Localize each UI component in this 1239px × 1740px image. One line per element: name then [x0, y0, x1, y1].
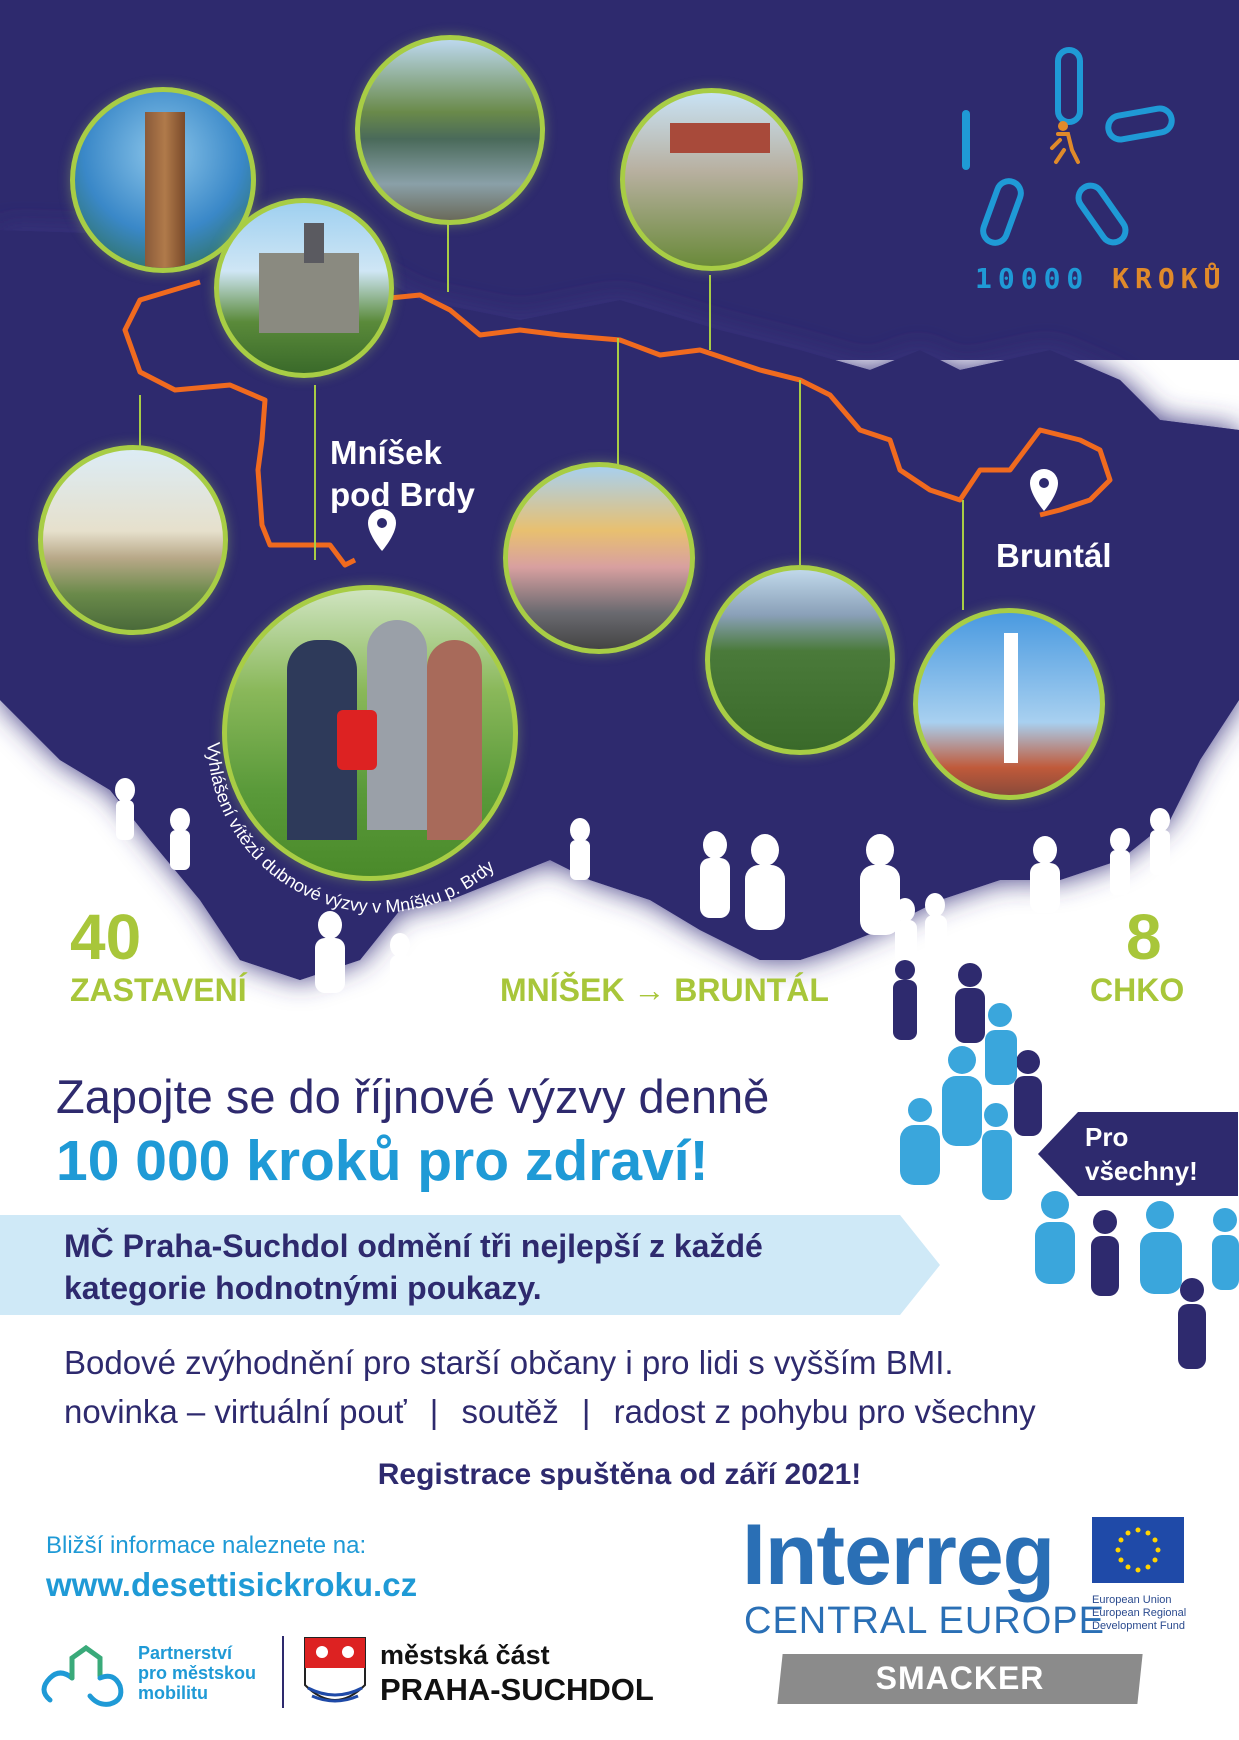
prize-line1: MČ Praha-Suchdol odmění tři nejlepší z každé	[64, 1228, 763, 1264]
feature-virtual-pilgrimage: novinka – virtuální pouť	[64, 1393, 407, 1430]
suchdol-coat-of-arms-icon	[305, 1638, 365, 1701]
for-everyone-line1: Pro	[1085, 1122, 1129, 1152]
photo-tv-tower	[913, 608, 1105, 800]
interreg-subtitle: CENTRAL EUROPE	[744, 1600, 1105, 1642]
mobility-line1: Partnerství	[138, 1643, 233, 1663]
city-label-mnisek-line1: Mníšek	[330, 434, 442, 471]
photo-town-riverside	[38, 445, 228, 635]
registration-notice: Registrace spuštěna od září 2021!	[377, 1458, 862, 1491]
for-everyone-line2: všechny!	[1085, 1156, 1198, 1186]
city-label-mnisek	[330, 432, 475, 516]
chko-count: 8	[1126, 901, 1162, 973]
mobility-line3: mobilitu	[138, 1683, 208, 1703]
interreg-title: Interreg	[742, 1507, 1055, 1603]
city-label-mnisek-line2: pod Brdy	[330, 476, 475, 513]
separator: |	[429, 1393, 439, 1430]
route-label	[500, 972, 829, 1008]
separator: |	[581, 1393, 591, 1430]
eu-fund-text	[1092, 1594, 1212, 1633]
svg-text:Vyhlášení vítězů dubnové výzvy	[203, 742, 498, 917]
eu-line1: European Union	[1092, 1594, 1172, 1606]
for-everyone-text	[1085, 1120, 1198, 1188]
district-name-line1: městská část	[380, 1640, 550, 1670]
website-link[interactable]: www.desettisickroku.cz	[46, 1566, 418, 1603]
more-info-label: Bližší informace naleznete na:	[46, 1532, 367, 1559]
arrow-right-icon: →	[633, 972, 666, 1008]
kroku-logo-text: 10000 KROKŮ	[975, 262, 1227, 295]
award-caption-text: Vyhlášení vítězů dubnové výzvy v Mníšku p. Brdy	[203, 741, 498, 917]
feature-competition: soutěž	[461, 1393, 559, 1430]
mobility-line2: pro městskou	[138, 1663, 257, 1683]
photo-forest-mountains	[705, 565, 895, 755]
route-from: MNÍŠEK	[500, 972, 625, 1008]
eu-flag	[1092, 1517, 1184, 1583]
route-to: BRUNTÁL	[674, 972, 829, 1008]
features-line	[64, 1392, 1036, 1432]
headline-line2: 10 000 kroků pro zdraví!	[56, 1129, 709, 1193]
district-name-line2: PRAHA-SUCHDOL	[380, 1672, 654, 1707]
stops-label: ZASTAVENÍ	[70, 972, 247, 1008]
stops-count: 40	[70, 901, 142, 973]
photo-town-square	[503, 462, 695, 654]
smacker-label: SMACKER	[875, 1660, 1045, 1696]
prize-line2: kategorie hodnotnými poukazy.	[64, 1270, 542, 1306]
headline-line1: Zapojte se do říjnové výzvy denně	[56, 1070, 770, 1123]
prize-text	[64, 1225, 924, 1309]
bonus-info: Bodové zvýhodnění pro starší občany i pro lidi s vyšším BMI.	[64, 1344, 954, 1381]
city-label-bruntal: Bruntál	[996, 537, 1112, 574]
mobility-partnership-text	[138, 1643, 278, 1703]
mobility-partnership-logo	[44, 1648, 121, 1704]
photo-karlstejn-castle	[214, 198, 394, 378]
photo-castle-ruins	[620, 88, 803, 271]
feature-joy: radost z pohybu pro všechny	[613, 1393, 1036, 1430]
photo-lake	[355, 35, 545, 225]
chko-label: CHKO	[1090, 972, 1185, 1008]
award-caption	[170, 640, 570, 940]
eu-line2: European Regional	[1092, 1607, 1187, 1619]
eu-line3: Development Fund	[1092, 1620, 1185, 1632]
